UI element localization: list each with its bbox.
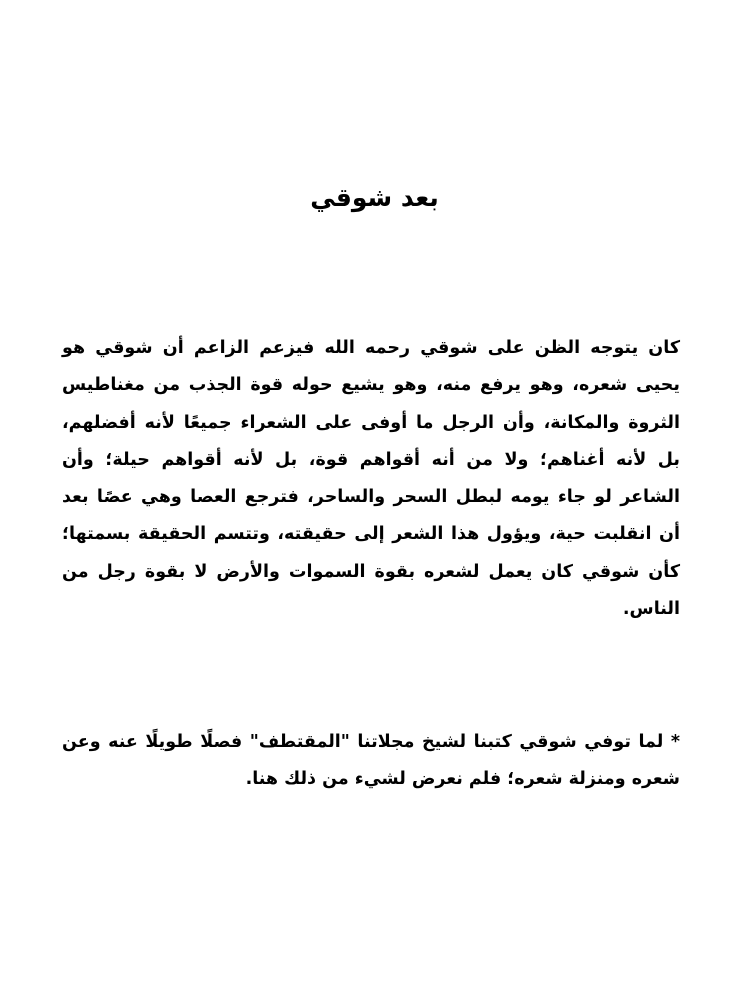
body-paragraph: كان يتوجه الظن على شوقي رحمه الله فيزعم الزاعم أن شوقي هو يحيى شعره، وهو يرفع منه، وهو يشيع حوله قوة الجذب من مغناطيس الثروة والمكانة، وأن الرجل ما أوفى على الشعراء جميعًا لأنه أفضلهم، بل لأنه أغناهم؛ ولا من أنه أقواهم قوة، بل لأنه أقواهم حيلة؛ وأن الشاعر لو جاء يومه لبطل السحر والساحر، فترجع العصا وهي عصًا بعد أن انقلبت حية، ويؤول هذا الشعر إلى حقيقته، وتتسم الحقيقة بسمتها؛ كأن شوقي كان يعمل لشعره بقوة السموات والأرض لا بقوة رجل من الناس.	[62, 338, 680, 620]
document-title: بعد شوقي	[310, 183, 439, 212]
footnote-paragraph: * لما توفي شوقي كتبنا لشيخ مجلاتنا "المقتطف" فصلًا طويلًا عنه وعن شعره ومنزلة شعره؛ فلم نعرض لشيء من ذلك هنا.	[62, 732, 680, 789]
